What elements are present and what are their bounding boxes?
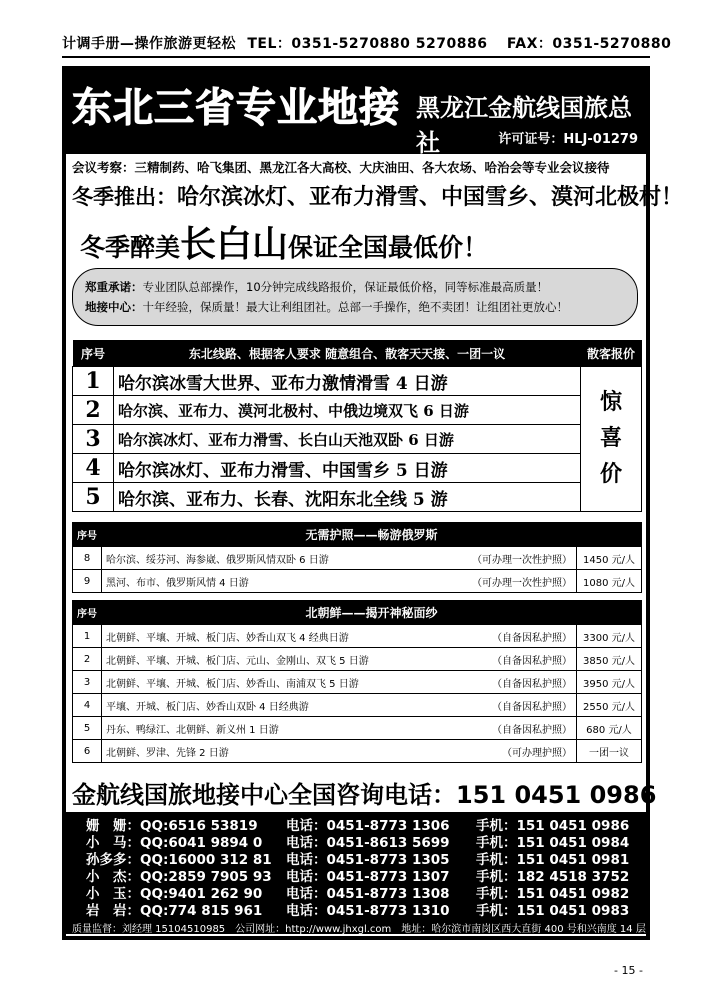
- contact-name-qq: 姗 姗：QQ:6516 53819: [86, 818, 258, 834]
- contact-tel: 电话：0451-8773 1306: [286, 818, 450, 834]
- table-row: [73, 396, 642, 425]
- route-text: 北朝鲜、平壤、开城、板门店、妙香山双飞 4 经典日游: [102, 625, 460, 648]
- route-price: 1080 元/人: [577, 570, 642, 593]
- price-char-1: 惊: [599, 390, 622, 415]
- footer-info: 质量监督：刘经理 15104510985 公司网址：http://www.jhxgl.com 地址：哈尔滨市南岗区西大直街 400 号和兴南度 14 层: [72, 924, 646, 935]
- korea-head-index: 序号: [73, 601, 102, 625]
- contact-mobile: 手机：182 4518 3752: [476, 869, 630, 885]
- ad-content: [66, 70, 684, 936]
- main-routes-table: [72, 340, 642, 512]
- row-number: 4: [73, 454, 114, 483]
- route-note: （自备因私护照）: [460, 671, 577, 694]
- contact-name-qq: 孙多多：QQ:16000 312 81: [86, 852, 272, 868]
- license-number: 许可证号：HLJ-01279: [498, 132, 638, 147]
- price-char-2: 喜: [599, 426, 622, 451]
- route-note: （自备因私护照）: [460, 694, 577, 717]
- slogan-pre: 冬季醉美: [80, 233, 181, 262]
- col-header-price: 散客报价: [581, 340, 642, 367]
- route-note: （自备因私护照）: [460, 625, 577, 648]
- promise-label-2: 地接中心：: [85, 300, 143, 314]
- route-text: 北朝鲜、平壤、开城、板门店、元山、金刚山、双飞 5 日游: [102, 648, 460, 671]
- route-text: 北朝鲜、罗津、先锋 2 日游: [102, 740, 460, 763]
- route-note: （自备因私护照）: [460, 648, 577, 671]
- contact-mobile: 手机：151 0451 0982: [476, 886, 630, 902]
- contact-tel: 电话：0451-8773 1308: [286, 886, 450, 902]
- slogan-big: 长白山: [180, 224, 289, 265]
- table-row: [73, 570, 642, 593]
- route-text: 哈尔滨、亚布力、漠河北极村、中俄边境双飞 6 日游: [114, 396, 581, 425]
- contact-tel: 电话：0451-8613 5699: [286, 835, 450, 851]
- table-row: [73, 717, 642, 740]
- korea-table: [72, 600, 642, 763]
- route-price: 3300 元/人: [577, 625, 642, 648]
- contact-name-qq: 小 玉：QQ:9401 262 90: [86, 886, 263, 902]
- conference-line: 会议考察：三精制药、哈飞集团、黑龙江各大高校、大庆油田、各大农场、哈治会等专业会议接待: [72, 160, 610, 175]
- row-number: 5: [73, 717, 102, 740]
- row-number: 5: [73, 483, 114, 512]
- header-left: 计调手册—操作旅游更轻松: [62, 36, 236, 52]
- table-row: [73, 694, 642, 717]
- row-number: 4: [73, 694, 102, 717]
- row-number: 3: [73, 425, 114, 454]
- route-note: （可办理一次性护照）: [425, 570, 577, 593]
- winter-line: [72, 180, 683, 211]
- contact-mobile: 手机：151 0451 0986: [476, 818, 630, 834]
- route-text: 哈尔滨、绥芬河、海参崴、俄罗斯风情双卧 6 日游: [102, 547, 425, 570]
- price-char-3: 价: [599, 462, 622, 487]
- contact-mobile: 手机：151 0451 0984: [476, 835, 630, 851]
- table-row: [73, 740, 642, 763]
- route-text: 平壤、开城、板门店、妙香山双卧 4 日经典游: [102, 694, 460, 717]
- agency-name: 黑龙江金航线国旅总社: [416, 94, 632, 157]
- promise-box: [72, 268, 638, 326]
- row-number: 1: [73, 367, 114, 396]
- row-number: 9: [73, 570, 102, 593]
- route-price: 680 元/人: [577, 717, 642, 740]
- table-row: [73, 625, 642, 648]
- contact-mobile: 手机：151 0451 0983: [476, 903, 630, 919]
- route-note: （可办理护照）: [460, 740, 577, 763]
- row-number: 6: [73, 740, 102, 763]
- route-price: 1450 元/人: [577, 547, 642, 570]
- promise-label-1: 郑重承诺：: [85, 280, 143, 294]
- ad-title: 东北三省专业地接: [72, 85, 400, 131]
- route-price: 3950 元/人: [577, 671, 642, 694]
- page-number: - 15 -: [614, 964, 643, 977]
- route-price: 2550 元/人: [577, 694, 642, 717]
- row-number: 1: [73, 625, 102, 648]
- table-row: [73, 671, 642, 694]
- winter-body: 哈尔滨冰灯、亚布力滑雪、中国雪乡、漠河北极村！: [177, 185, 684, 210]
- contact-mobile: 手机：151 0451 0981: [476, 852, 630, 868]
- table-row: [73, 367, 642, 396]
- contact-tel: 电话：0451-8773 1307: [286, 869, 450, 885]
- promise-line-2: [85, 297, 625, 317]
- slogan-post: 保证全国最低价！: [288, 233, 489, 262]
- promise-line-1: [85, 277, 625, 297]
- contact-name-qq: 小 杰：QQ:2859 7905 93: [86, 869, 272, 885]
- russia-table: [72, 522, 642, 593]
- contact-tel: 电话：0451-8773 1305: [286, 852, 450, 868]
- header-tel: TEL：0351-5270880 5270886: [247, 36, 488, 52]
- header-fax: FAX：0351-5270880: [506, 36, 672, 52]
- russia-head-index: 序号: [73, 523, 102, 547]
- contact-tel: 电话：0451-8773 1310: [286, 903, 450, 919]
- surprise-price: [581, 367, 642, 512]
- table-row: [73, 648, 642, 671]
- slogan: [80, 216, 488, 267]
- route-note: （可办理一次性护照）: [425, 547, 577, 570]
- table-row: [73, 483, 642, 512]
- winter-prefix: 冬季推出：: [72, 185, 177, 209]
- route-text: 哈尔滨冰灯、亚布力滑雪、长白山天池双卧 6 日游: [114, 425, 581, 454]
- korea-title: 北朝鲜——揭开神秘面纱: [102, 601, 642, 625]
- col-header-index: 序号: [73, 340, 114, 367]
- route-note: （自备因私护照）: [460, 717, 577, 740]
- row-number: 8: [73, 547, 102, 570]
- hotline: 金航线国旅地接中心全国咨询电话：151 0451 0986: [72, 781, 657, 809]
- row-number: 2: [73, 648, 102, 671]
- contacts-panel: [66, 812, 646, 934]
- contact-name-qq: 小 马：QQ:6041 9894 0: [86, 835, 263, 851]
- row-number: 2: [73, 396, 114, 425]
- route-text: 哈尔滨冰灯、亚布力滑雪、中国雪乡 5 日游: [114, 454, 581, 483]
- row-number: 3: [73, 671, 102, 694]
- promise-text-2: 十年经验，保质量！最大让利组团社。总部一手操作，绝不卖团！让组团社更放心！: [142, 300, 568, 314]
- contact-name-qq: 岩 岩：QQ:774 815 961: [86, 903, 263, 919]
- table-row: [73, 425, 642, 454]
- russia-title: 无需护照——畅游俄罗斯: [102, 523, 642, 547]
- col-header-route: 东北线路、根据客人要求 随意组合、散客天天接、一团一议: [114, 340, 581, 367]
- route-text: 黑河、布市、俄罗斯风情 4 日游: [102, 570, 425, 593]
- route-price: 一团一议: [577, 740, 642, 763]
- route-text: 哈尔滨冰雪大世界、亚布力激情滑雪 4 日游: [114, 367, 581, 396]
- title-banner: [66, 70, 646, 157]
- page-header: [62, 32, 672, 58]
- route-price: 3850 元/人: [577, 648, 642, 671]
- promise-text-1: 专业团队总部操作，10分钟完成线路报价，保证最低价格，同等标准最高质量！: [142, 280, 549, 294]
- table-row: [73, 547, 642, 570]
- table-row: [73, 454, 642, 483]
- route-text: 北朝鲜、平壤、开城、板门店、妙香山、南浦双飞 5 日游: [102, 671, 460, 694]
- route-text: 丹东、鸭绿江、北朝鲜、新义州 1 日游: [102, 717, 460, 740]
- route-text: 哈尔滨、亚布力、长春、沈阳东北全线 5 游: [114, 483, 581, 512]
